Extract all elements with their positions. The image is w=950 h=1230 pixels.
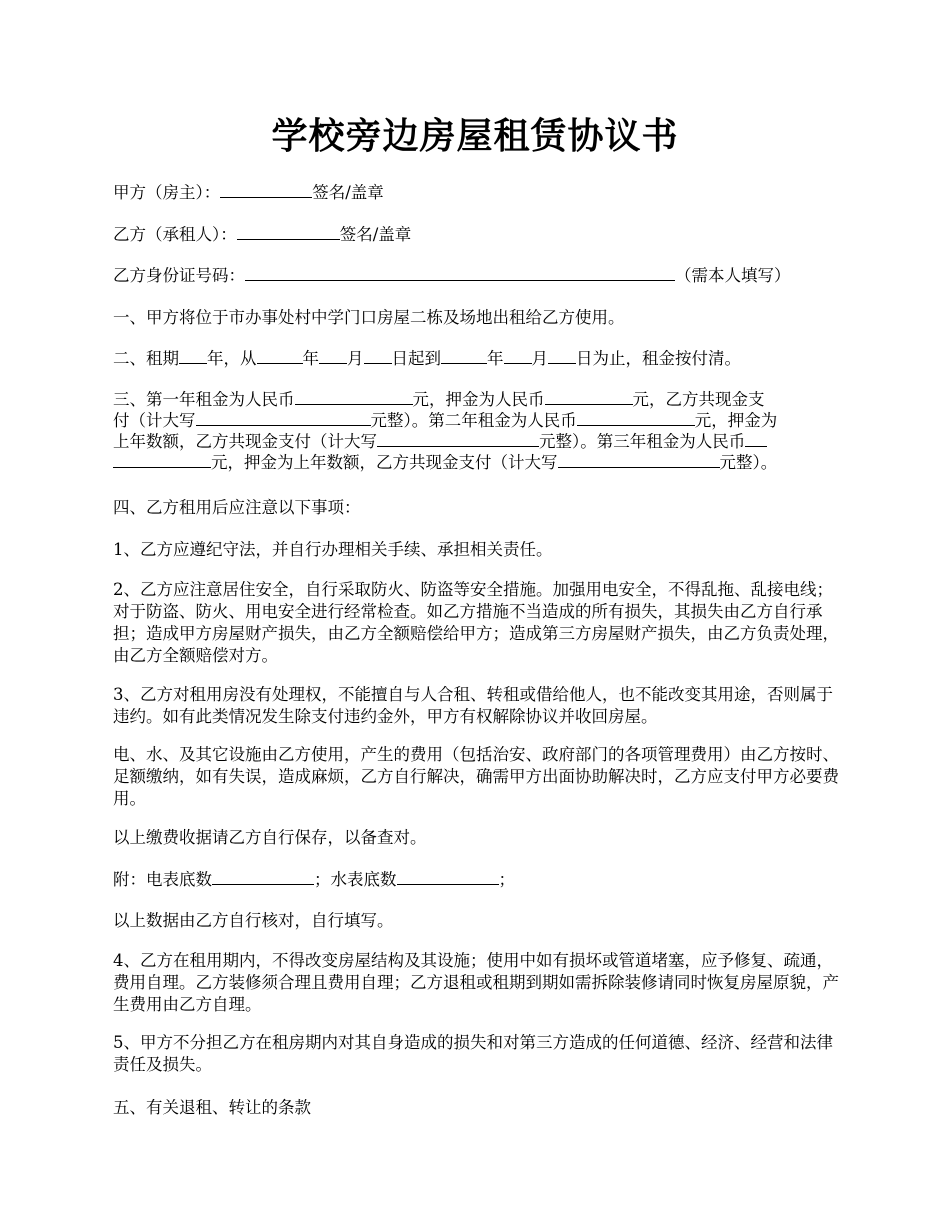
year2-total-words-blank[interactable] [377, 431, 539, 447]
electric-meter-blank[interactable] [212, 869, 314, 885]
lease-years-blank[interactable] [179, 348, 207, 364]
receipts-note: 以上缴费收据请乙方自行保存，以备查对。 [113, 828, 427, 847]
clause-4-heading: 四、乙方租用后应注意以下事项： [113, 498, 361, 517]
id-card-blank[interactable] [245, 265, 675, 281]
year2-rent-blank[interactable] [577, 410, 695, 426]
year3-total-words-blank[interactable] [558, 452, 720, 468]
year3-rent-blank[interactable] [745, 431, 767, 447]
id-card-line: 乙方身份证号码： （需本人填写） [113, 266, 791, 285]
clause-3: 三、第一年租金为人民币 元，押金为人民币 元，乙方共现金支 付（计大写 元整）。第二年租金为人民币 元，押金为 上年数额，乙方共现金支付（计大写 元整）。第三年租金为人民币 元，押金为上年数额，乙方共现金支付（计大写 元整）。 [113, 390, 778, 472]
party-b-line: 乙方（承租人）： 签名/盖章 [113, 225, 412, 244]
item-5: 5、甲方不分担乙方在租房期内对其自身造成的损失和对第三方造成的任何道德、经济、经营和法律责任及损失。 [113, 1033, 833, 1074]
item-1: 1、乙方应遵纪守法，并自行办理相关手续、承担相关责任。 [113, 540, 553, 559]
item-2: 2、乙方应注意居住安全，自行采取防火、防盗等安全措施。加强用电安全，不得乱拖、乱接电线；对于防盗、防火、用电安全进行经常检查。如乙方措施不当造成的所有损失，其损失由乙方自行承担；造成甲方房屋财产损失，由乙方全额赔偿给甲方；造成第三方房屋财产损失，由乙方负责处理，由乙方全额赔偿对方。 [113, 580, 839, 665]
start-month-blank[interactable] [319, 348, 347, 364]
meters-line: 附：电表底数 ；水表底数 ； [113, 870, 515, 889]
year1-total-words-blank[interactable] [196, 410, 371, 426]
party-a-line: 甲方（房主）： 签名/盖章 [113, 183, 384, 202]
document-title: 学校旁边房屋租赁协议书 [271, 115, 679, 157]
start-year-blank[interactable] [257, 348, 303, 364]
party-b-blank[interactable] [237, 224, 340, 240]
deposit-blank[interactable] [545, 389, 633, 405]
item-4: 4、乙方在租用期内，不得改变房屋结构及其设施；使用中如有损坏或管道堵塞，应予修复、疏通，费用自理。乙方装修须合理且费用自理；乙方退租或租期到期如需拆除装修请同时恢复房屋原貌，产生费用由乙方自理。 [113, 951, 839, 1014]
clause-2: 二、租期 年，从 年 月 日起到 年 月 日为止，租金按付清。 [113, 349, 741, 368]
item-3: 3、乙方对租用房没有处理权，不能擅自与人合租、转租或借给他人，也不能改变其用途，否则属于违约。如有此类情况发生除支付违约金外，甲方有权解除协议并收回房屋。 [113, 685, 833, 726]
end-day-blank[interactable] [548, 348, 576, 364]
utilities-paragraph: 电、水、及其它设施由乙方使用，产生的费用（包括治安、政府部门的各项管理费用）由乙方按时、足额缴纳，如有失误，造成麻烦，乙方自行解决，确需甲方出面协助解决时，乙方应支付甲方必要费用。 [113, 745, 839, 808]
end-month-blank[interactable] [504, 348, 532, 364]
end-year-blank[interactable] [441, 348, 487, 364]
start-day-blank[interactable] [364, 348, 392, 364]
year3-rent-blank-cont[interactable] [113, 452, 211, 468]
water-meter-blank[interactable] [397, 869, 499, 885]
meters-note: 以上数据由乙方自行核对，自行填写。 [113, 911, 394, 930]
party-a-blank[interactable] [220, 182, 312, 198]
clause-5-heading: 五、有关退租、转让的条款 [113, 1098, 311, 1117]
year1-rent-blank[interactable] [295, 389, 413, 405]
clause-1: 一、甲方将位于市办事处村中学门口房屋二栋及场地出租给乙方使用。 [113, 308, 625, 327]
